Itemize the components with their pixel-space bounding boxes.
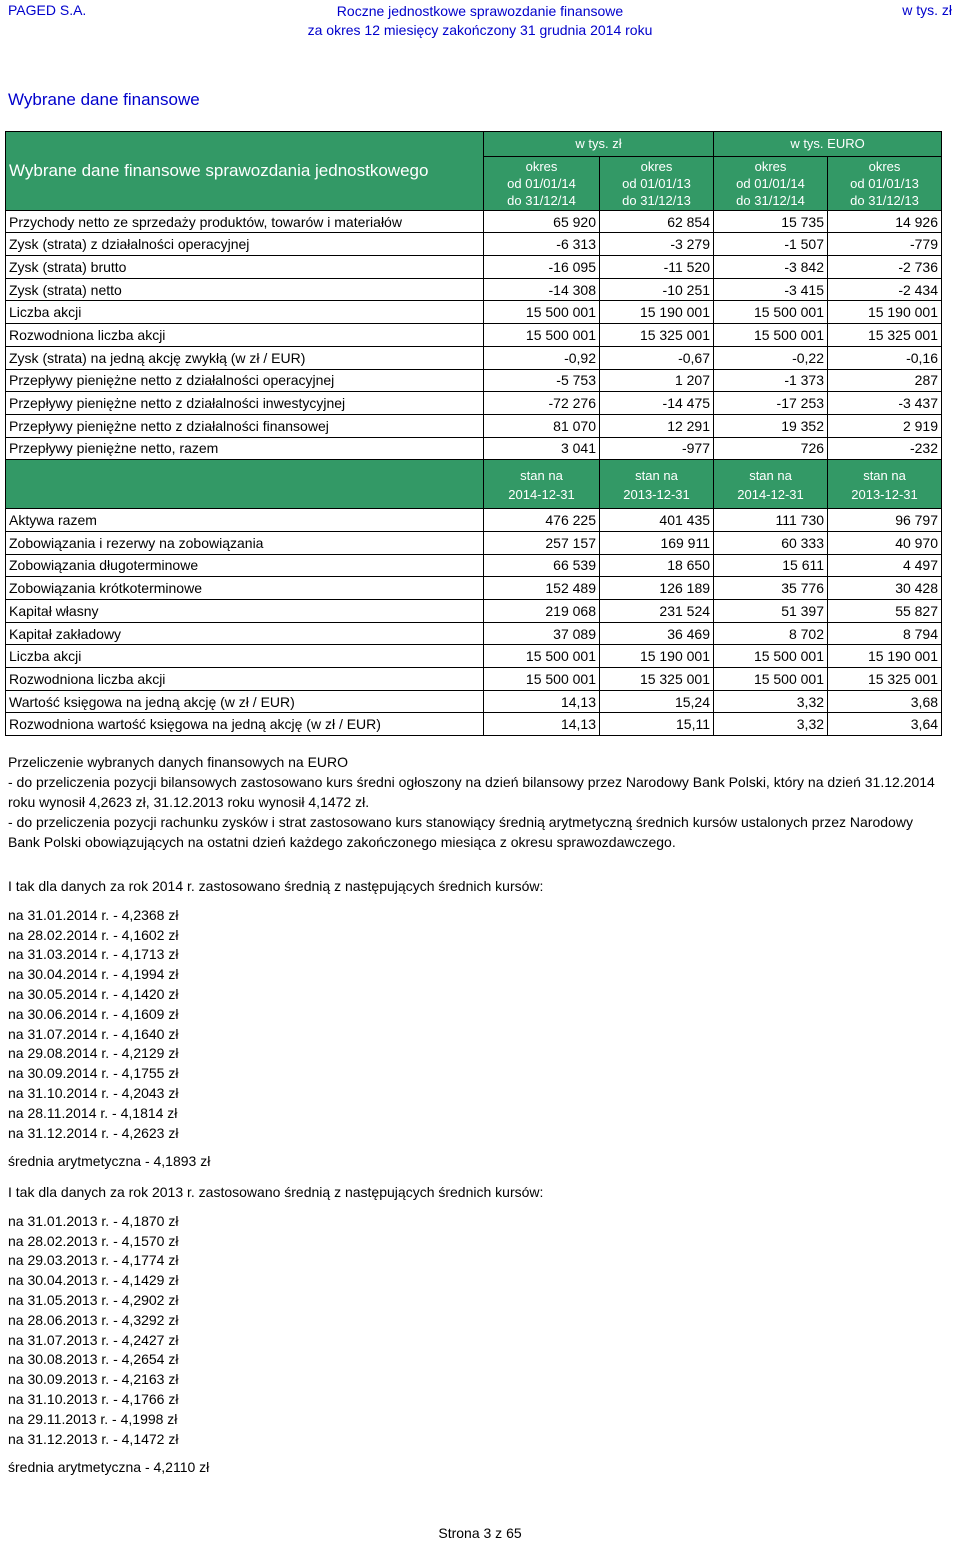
row-value: -16 095	[484, 256, 600, 279]
row-value: 2 919	[828, 414, 942, 437]
row-value: 8 794	[828, 622, 942, 645]
row-value: 15 325 001	[600, 668, 714, 691]
notes-heading: Przeliczenie wybranych danych finansowych na EURO	[8, 754, 349, 770]
currency-header-pln: w tys. zł	[484, 132, 714, 157]
row-value: 15 190 001	[600, 301, 714, 324]
row-value: 15 500 001	[484, 301, 600, 324]
rates-2014-list	[8, 906, 543, 1144]
rate-item: na 31.05.2013 r. - 4,2902 zł	[8, 1291, 179, 1308]
row-value: 15 190 001	[828, 645, 942, 668]
table-row	[6, 690, 942, 713]
period-header	[714, 156, 828, 210]
row-value: 169 911	[600, 531, 714, 554]
row-value: -1 373	[714, 369, 828, 392]
row-label: Rozwodniona liczba akcji	[6, 668, 484, 691]
row-value: 401 435	[600, 509, 714, 532]
row-label: Zysk (strata) z działalności operacyjnej	[6, 233, 484, 256]
row-value: 15 190 001	[828, 301, 942, 324]
row-value: 15 500 001	[484, 645, 600, 668]
table-row	[6, 713, 942, 736]
row-value: 15 325 001	[828, 324, 942, 347]
table-row	[6, 369, 942, 392]
table-row	[6, 414, 942, 437]
rate-item: na 30.04.2013 r. - 4,1429 zł	[8, 1272, 179, 1289]
rate-item: na 28.06.2013 r. - 4,3292 zł	[8, 1311, 179, 1328]
row-value: 37 089	[484, 622, 600, 645]
table-row	[6, 509, 942, 532]
rate-item: na 30.08.2013 r. - 4,2654 zł	[8, 1351, 179, 1368]
row-value: 219 068	[484, 600, 600, 623]
row-label: Zobowiązania długoterminowe	[6, 554, 484, 577]
balance-date-line: stan na	[635, 468, 678, 484]
row-value: 30 428	[828, 577, 942, 600]
row-value: 51 397	[714, 600, 828, 623]
company-name: PAGED S.A.	[8, 2, 87, 18]
unit-label: w tys. zł	[902, 2, 952, 18]
rate-item: na 28.02.2013 r. - 4,1570 zł	[8, 1232, 179, 1249]
balance-date-line: 2014-12-31	[508, 487, 575, 503]
row-value: 35 776	[714, 577, 828, 600]
row-value: -2 434	[828, 278, 942, 301]
rate-item: na 29.08.2014 r. - 4,2129 zł	[8, 1045, 179, 1062]
page-header	[0, 0, 960, 40]
table-row	[6, 346, 942, 369]
row-value: 3,32	[714, 690, 828, 713]
table-row	[6, 554, 942, 577]
row-value: -232	[828, 437, 942, 460]
financial-data-table	[5, 131, 942, 736]
balance-date-header	[714, 460, 828, 509]
table-row	[6, 301, 942, 324]
rate-item: na 29.11.2013 r. - 4,1998 zł	[8, 1410, 178, 1427]
row-value: 14 926	[828, 210, 942, 233]
rates-2013-intro: I tak dla danych za rok 2013 r. zastosowano średnią z następujących średnich kursów:	[8, 1184, 544, 1200]
rate-item: na 30.06.2014 r. - 4,1609 zł	[8, 1005, 179, 1022]
table-row	[6, 256, 942, 279]
row-label: Rozwodniona liczba akcji	[6, 324, 484, 347]
period-header-line: od 01/01/14	[736, 175, 805, 191]
row-label: Przepływy pieniężne netto, razem	[6, 437, 484, 460]
table-row	[6, 324, 942, 347]
row-label: Przepływy pieniężne netto z działalności inwestycyjnej	[6, 392, 484, 415]
rate-item: na 30.05.2014 r. - 4,1420 zł	[8, 985, 179, 1002]
row-value: -6 313	[484, 233, 600, 256]
row-label: Wartość księgowa na jedną akcję (w zł / EUR)	[6, 690, 484, 713]
row-value: -779	[828, 233, 942, 256]
rate-item: na 31.12.2013 r. - 4,1472 zł	[8, 1430, 179, 1447]
row-value: 3 041	[484, 437, 600, 460]
row-value: 62 854	[600, 210, 714, 233]
row-value: -14 308	[484, 278, 600, 301]
balance-date-line: 2013-12-31	[623, 487, 690, 503]
row-label: Aktywa razem	[6, 509, 484, 532]
rate-item: na 31.10.2014 r. - 4,2043 zł	[8, 1084, 179, 1101]
row-value: 15 500 001	[484, 324, 600, 347]
row-label: Zysk (strata) netto	[6, 278, 484, 301]
period-header-line: okres	[525, 158, 558, 174]
row-value: 287	[828, 369, 942, 392]
row-value: 15 190 001	[600, 645, 714, 668]
section-title: Wybrane dane finansowe	[8, 90, 200, 109]
balance-date-header	[484, 460, 600, 509]
row-value: 476 225	[484, 509, 600, 532]
rates-2013	[8, 1183, 543, 1478]
row-value: -10 251	[600, 278, 714, 301]
period-header	[484, 156, 600, 210]
row-value: 15,11	[600, 713, 714, 736]
page-number: Strona 3 z 65	[438, 1525, 522, 1541]
row-value: 257 157	[484, 531, 600, 554]
row-label: Kapitał zakładowy	[6, 622, 484, 645]
rate-item: na 31.01.2014 r. - 4,2368 zł	[8, 906, 179, 923]
row-value: -3 415	[714, 278, 828, 301]
table-row	[6, 645, 942, 668]
currency-header-eur: w tys. EURO	[714, 132, 942, 157]
rate-item: na 28.11.2014 r. - 4,1814 zł	[8, 1104, 178, 1121]
report-title-line1: Roczne jednostkowe sprawozdanie finansowe	[336, 3, 624, 19]
rate-item: na 28.02.2014 r. - 4,1602 zł	[8, 926, 179, 943]
table-row	[6, 668, 942, 691]
row-label: Zobowiązania i rezerwy na zobowiązania	[6, 531, 484, 554]
row-label: Zysk (strata) na jedną akcję zwykłą (w zł / EUR)	[6, 346, 484, 369]
row-value: -0,22	[714, 346, 828, 369]
table-header-balance-dates	[6, 460, 942, 509]
row-value: 15 325 001	[600, 324, 714, 347]
notes-para-income: - do przeliczenia pozycji rachunku zysków i strat zastosowano kurs stanowiący średnią arytmetyczną średnich kursów ustalonych przez Narodowy Bank Polski obowiązujących na ostatni dzień każdego zakończonego miesiąca z okresu sprawozdawczego.	[8, 814, 913, 850]
table-header-currency	[6, 132, 942, 157]
period-header-line: od 01/01/14	[507, 175, 576, 191]
balance-date-header	[828, 460, 942, 509]
row-value: 15 500 001	[714, 668, 828, 691]
table-row	[6, 622, 942, 645]
row-value: -977	[600, 437, 714, 460]
row-value: 65 920	[484, 210, 600, 233]
period-header-line: od 01/01/13	[850, 175, 919, 191]
row-value: -0,92	[484, 346, 600, 369]
row-value: 3,64	[828, 713, 942, 736]
balance-header-empty	[6, 460, 484, 509]
notes-para-balance: - do przeliczenia pozycji bilansowych zastosowano kurs średni ogłoszony na dzień bilansowy przez Narodowy Bank Polski, który na dzień 31.12.2014 roku wynosił 4,2623 zł, 31.12.2013 roku wynosił 4,1472 zł.	[8, 774, 935, 810]
row-label: Zobowiązania krótkoterminowe	[6, 577, 484, 600]
row-value: 111 730	[714, 509, 828, 532]
row-value: 15 500 001	[714, 301, 828, 324]
row-value: 8 702	[714, 622, 828, 645]
row-value: -11 520	[600, 256, 714, 279]
balance-date-line: 2013-12-31	[851, 487, 918, 503]
row-value: 15 735	[714, 210, 828, 233]
row-value: 19 352	[714, 414, 828, 437]
balance-date-line: 2014-12-31	[737, 487, 804, 503]
row-value: 66 539	[484, 554, 600, 577]
row-value: 15 611	[714, 554, 828, 577]
period-header-line: okres	[640, 158, 673, 174]
rate-item: na 31.01.2013 r. - 4,1870 zł	[8, 1212, 179, 1229]
row-label: Rozwodniona wartość księgowa na jedną akcję (w zł / EUR)	[6, 713, 484, 736]
period-header-line: okres	[754, 158, 787, 174]
row-label: Przychody netto ze sprzedaży produktów, towarów i materiałów	[6, 210, 484, 233]
row-label: Przepływy pieniężne netto z działalności finansowej	[6, 414, 484, 437]
period-header	[600, 156, 714, 210]
row-label: Zysk (strata) brutto	[6, 256, 484, 279]
period-header-line: do 31/12/13	[850, 192, 919, 208]
row-value: 152 489	[484, 577, 600, 600]
row-value: 15 500 001	[484, 668, 600, 691]
row-value: 15 500 001	[714, 645, 828, 668]
row-value: -5 753	[484, 369, 600, 392]
rate-item: na 30.09.2014 r. - 4,1755 zł	[8, 1065, 179, 1082]
row-label: Liczba akcji	[6, 301, 484, 324]
row-value: -3 279	[600, 233, 714, 256]
row-value: 12 291	[600, 414, 714, 437]
period-header	[828, 156, 942, 210]
row-value: -17 253	[714, 392, 828, 415]
rate-item: na 31.12.2014 r. - 4,2623 zł	[8, 1124, 179, 1141]
row-value: 126 189	[600, 577, 714, 600]
row-value: 81 070	[484, 414, 600, 437]
row-label: Kapitał własny	[6, 600, 484, 623]
row-value: 4 497	[828, 554, 942, 577]
period-header-line: do 31/12/14	[736, 192, 805, 208]
rate-item: na 30.09.2013 r. - 4,2163 zł	[8, 1371, 179, 1388]
balance-date-header	[600, 460, 714, 509]
rates-2013-average: średnia arytmetyczna - 4,2110 zł	[8, 1459, 210, 1476]
row-value: -3 437	[828, 392, 942, 415]
rate-item: na 29.03.2013 r. - 4,1774 zł	[8, 1252, 179, 1269]
period-header-line: od 01/01/13	[622, 175, 691, 191]
row-value: -2 736	[828, 256, 942, 279]
report-title-line2: za okres 12 miesięcy zakończony 31 grudnia 2014 roku	[307, 22, 653, 38]
table-row	[6, 600, 942, 623]
rate-item: na 31.07.2013 r. - 4,2427 zł	[8, 1331, 179, 1348]
table-row	[6, 392, 942, 415]
row-value: 15 500 001	[714, 324, 828, 347]
balance-date-line: stan na	[749, 468, 792, 484]
row-value: 14,13	[484, 713, 600, 736]
row-value: -14 475	[600, 392, 714, 415]
row-value: 3,32	[714, 713, 828, 736]
row-value: 40 970	[828, 531, 942, 554]
row-value: 15 325 001	[828, 668, 942, 691]
row-label: Liczba akcji	[6, 645, 484, 668]
period-header-line: do 31/12/13	[622, 192, 691, 208]
table-row	[6, 531, 942, 554]
period-header-line: do 31/12/14	[507, 192, 576, 208]
row-value: 726	[714, 437, 828, 460]
table-main-label: Wybrane dane finansowe sprawozdania jednostkowego	[6, 132, 484, 211]
table-row	[6, 233, 942, 256]
row-value: 231 524	[600, 600, 714, 623]
rate-item: na 31.10.2013 r. - 4,1766 zł	[8, 1390, 179, 1407]
row-value: -3 842	[714, 256, 828, 279]
rates-2014-average: średnia arytmetyczna - 4,1893 zł	[8, 1153, 211, 1170]
row-value: 60 333	[714, 531, 828, 554]
row-value: 18 650	[600, 554, 714, 577]
rate-item: na 31.07.2014 r. - 4,1640 zł	[8, 1025, 179, 1042]
table-row	[6, 577, 942, 600]
row-value: 96 797	[828, 509, 942, 532]
row-value: -72 276	[484, 392, 600, 415]
balance-date-line: stan na	[520, 468, 563, 484]
rate-item: na 31.03.2014 r. - 4,1713 zł	[8, 946, 179, 963]
row-value: 3,68	[828, 690, 942, 713]
row-value: -1 507	[714, 233, 828, 256]
rates-2013-list	[8, 1212, 543, 1450]
table-row	[6, 437, 942, 460]
rate-item: na 30.04.2014 r. - 4,1994 zł	[8, 966, 179, 983]
row-value: 1 207	[600, 369, 714, 392]
rates-2014-intro: I tak dla danych za rok 2014 r. zastosowano średnią z następujących średnich kursów:	[8, 878, 544, 894]
rates-2014	[8, 877, 543, 1172]
row-label: Przepływy pieniężne netto z działalności operacyjnej	[6, 369, 484, 392]
balance-date-line: stan na	[863, 468, 906, 484]
report-title	[0, 2, 960, 40]
period-header-line: okres	[868, 158, 901, 174]
row-value: 14,13	[484, 690, 600, 713]
row-value: -0,16	[828, 346, 942, 369]
table-row	[6, 210, 942, 233]
conversion-notes	[8, 752, 938, 852]
table-row	[6, 278, 942, 301]
row-value: -0,67	[600, 346, 714, 369]
row-value: 15,24	[600, 690, 714, 713]
row-value: 55 827	[828, 600, 942, 623]
row-value: 36 469	[600, 622, 714, 645]
